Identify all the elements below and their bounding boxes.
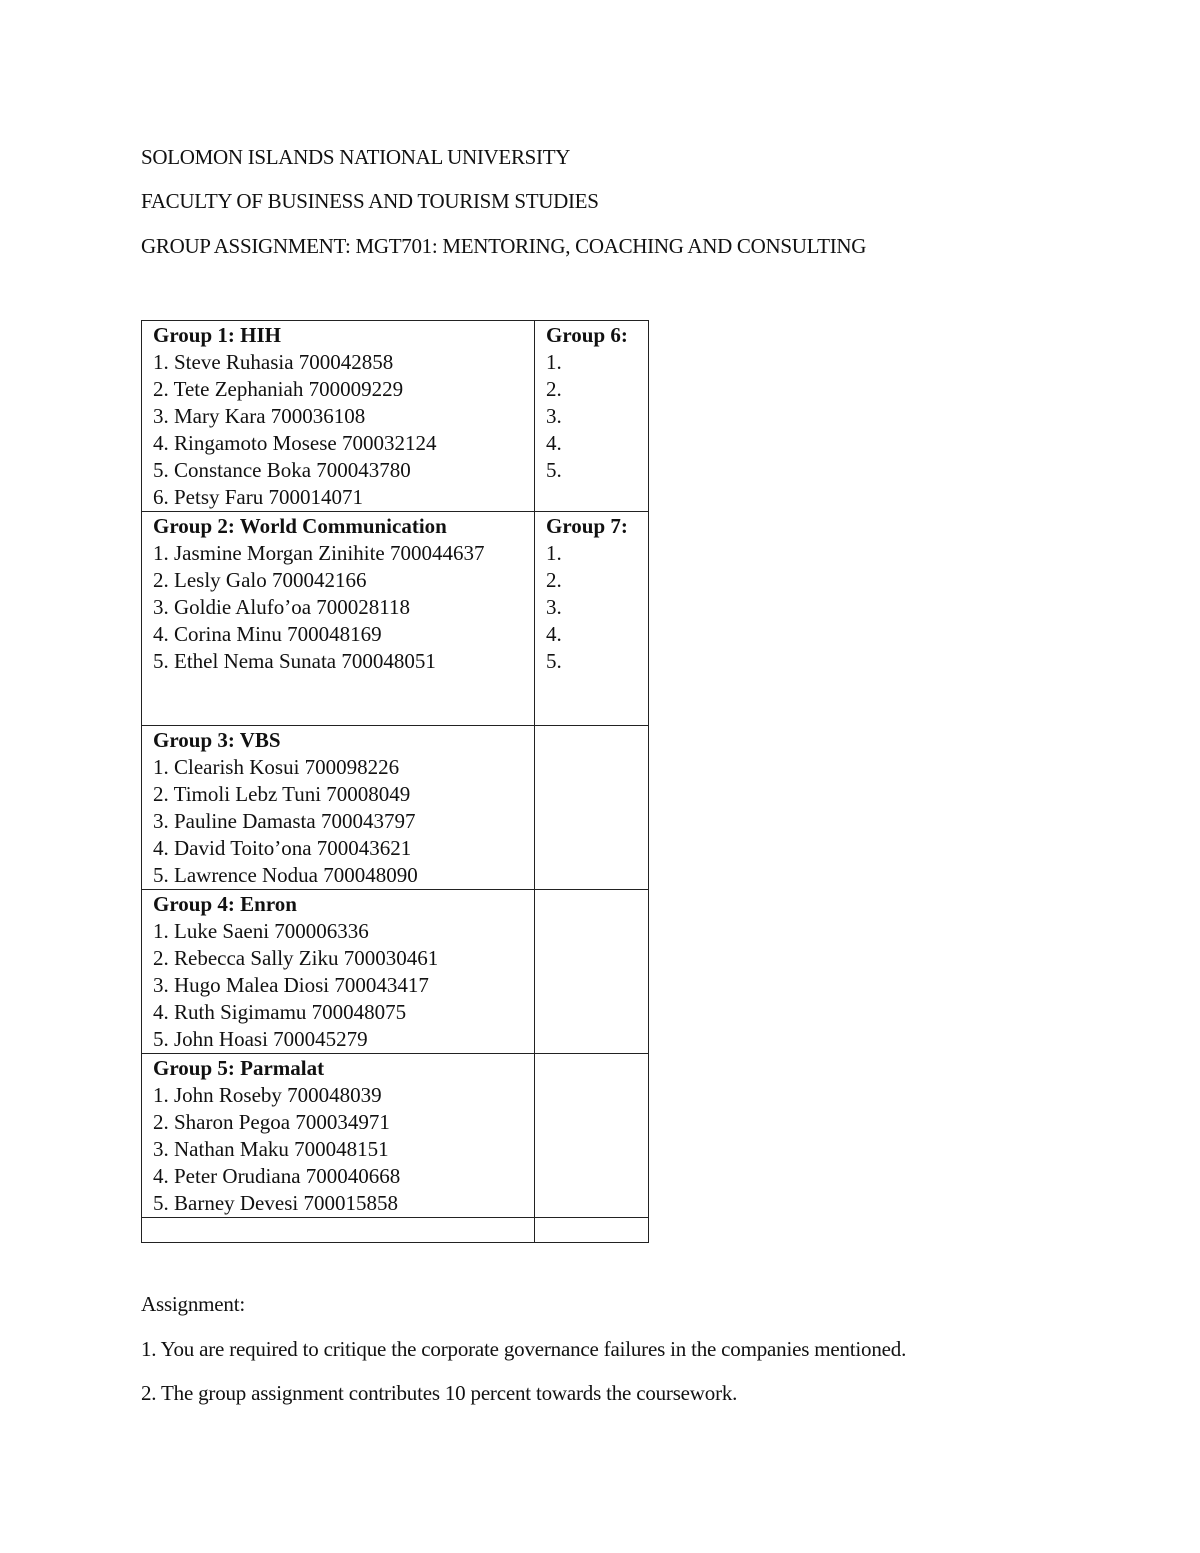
group-member: 1. Clearish Kosui 700098226 <box>153 755 400 779</box>
group-member: 3. Nathan Maku 700048151 <box>153 1137 389 1161</box>
group-cell-left <box>142 890 535 1054</box>
group-member: 2. Tete Zephaniah 700009229 <box>153 377 404 401</box>
group-member: 5. Constance Boka 700043780 <box>153 458 411 482</box>
group-cell-right <box>535 890 649 1054</box>
group-member: 5. <box>546 458 562 482</box>
group-cell-left <box>142 1054 535 1218</box>
group-member: 2. <box>546 568 562 592</box>
group-cell-left <box>142 1218 535 1243</box>
group-member: 1. Jasmine Morgan Zinihite 700044637 <box>153 541 485 565</box>
assignment-item-2: 2. The group assignment contributes 10 percent towards the coursework. <box>141 1381 738 1405</box>
group-cell-right <box>535 512 649 726</box>
group-member: 4. Corina Minu 700048169 <box>153 622 382 646</box>
group-title: Group 4: Enron <box>153 892 297 916</box>
group-member: 3. Pauline Damasta 700043797 <box>153 809 416 833</box>
group-title: Group 2: World Communication <box>153 514 447 538</box>
group-member: 2. Sharon Pegoa 700034971 <box>153 1110 390 1134</box>
faculty-name: FACULTY OF BUSINESS AND TOURISM STUDIES <box>141 189 599 213</box>
group-member: 2. Rebecca Sally Ziku 700030461 <box>153 946 439 970</box>
table-row <box>142 1054 649 1218</box>
group-member: 1. <box>546 541 562 565</box>
groups-table-body <box>142 321 649 1243</box>
group-title: Group 7: <box>546 514 628 538</box>
group-member: 4. Ringamoto Mosese 700032124 <box>153 431 437 455</box>
table-row <box>142 321 649 512</box>
group-cell-left <box>142 512 535 726</box>
group-member: 3. Hugo Malea Diosi 700043417 <box>153 973 429 997</box>
group-title: Group 3: VBS <box>153 728 281 752</box>
university-name: SOLOMON ISLANDS NATIONAL UNIVERSITY <box>141 145 571 169</box>
group-member: 5. <box>546 649 562 673</box>
group-member: 4. <box>546 431 562 455</box>
group-member: 5. John Hoasi 700045279 <box>153 1027 368 1051</box>
groups-table <box>141 320 649 1243</box>
group-member: 3. <box>546 595 562 619</box>
group-member: 4. Peter Orudiana 700040668 <box>153 1164 401 1188</box>
group-member: 1. Steve Ruhasia 700042858 <box>153 350 394 374</box>
table-row <box>142 1218 649 1243</box>
group-title: Group 5: Parmalat <box>153 1056 325 1080</box>
table-row <box>142 512 649 726</box>
table-row <box>142 890 649 1054</box>
group-member: 6. Petsy Faru 700014071 <box>153 485 363 509</box>
group-cell-right <box>535 1218 649 1243</box>
assignment-label: Assignment: <box>141 1292 245 1316</box>
group-member: 4. David Toito’ona 700043621 <box>153 836 412 860</box>
group-member: 4. <box>546 622 562 646</box>
group-member: 3. Goldie Alufo’oa 700028118 <box>153 595 411 619</box>
assignment-title: GROUP ASSIGNMENT: MGT701: MENTORING, COACHING AND CONSULTING <box>141 234 867 258</box>
group-title: Group 6: <box>546 323 628 347</box>
group-member: 5. Lawrence Nodua 700048090 <box>153 863 418 887</box>
group-member: 1. Luke Saeni 700006336 <box>153 919 369 943</box>
table-row <box>142 726 649 890</box>
group-member: 1. <box>546 350 562 374</box>
assignment-item-1: 1. You are required to critique the corporate governance failures in the companies mentioned. <box>141 1337 907 1361</box>
group-cell-left <box>142 726 535 890</box>
group-member: 2. Lesly Galo 700042166 <box>153 568 367 592</box>
group-cell-left <box>142 321 535 512</box>
group-cell-right <box>535 1054 649 1218</box>
group-member: 5. Barney Devesi 700015858 <box>153 1191 398 1215</box>
group-member: 4. Ruth Sigimamu 700048075 <box>153 1000 407 1024</box>
group-title: Group 1: HIH <box>153 323 281 347</box>
group-cell-right <box>535 321 649 512</box>
group-member: 2. Timoli Lebz Tuni 70008049 <box>153 782 411 806</box>
group-member: 3. Mary Kara 700036108 <box>153 404 366 428</box>
group-member: 2. <box>546 377 562 401</box>
group-cell-right <box>535 726 649 890</box>
group-member: 5. Ethel Nema Sunata 700048051 <box>153 649 436 673</box>
group-member: 1. John Roseby 700048039 <box>153 1083 382 1107</box>
group-member: 3. <box>546 404 562 428</box>
